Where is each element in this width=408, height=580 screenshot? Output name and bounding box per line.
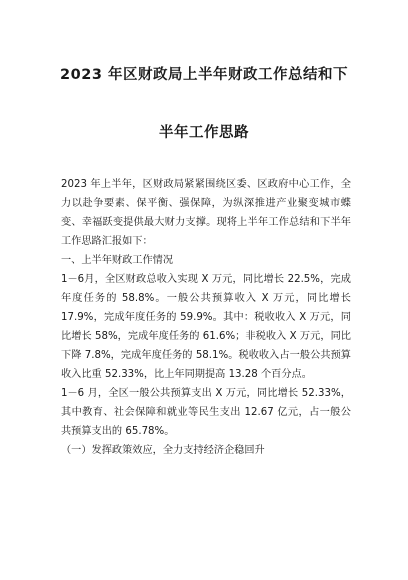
subsection-heading: （一）发挥政策效应，全力支持经济企稳回升 [61,445,265,456]
document-title-line-2: 半年工作思路 [159,125,249,141]
revenue-paragraph: 1－6月，全区财政总收入实现 X 万元，同比增长 22.5%，完成年度任务的 58.8%。一般公共预算收入 X 万元，同比增长 17.9%，完成年度任务的 59.9%。其中：税收收入 X 万元，同比增长 58%，完成年度任务的 61.6%；非税收入 X 万元，同比下降 7.8%，完成年度任务的 58.1%。税收收入占一般公共预算收入比重 52.33%，比上年同期提高 13.28 个百分点。 [61,274,351,380]
intro-paragraph: 2023 年上半年，区财政局紧紧围绕区委、区政府中心工作，全力以赴争要素、保平衡、强保障，为纵深推进产业聚变城市蝶变、幸福跃变提供最大财力支撑。现将上半年工作总结和下半年工作思路汇报如下： [61,179,351,247]
document-body [61,175,351,460]
document-title-line-1: 2023 年区财政局上半年财政工作总结和下 [60,67,348,83]
expenditure-paragraph: 1－6 月，全区一般公共预算支出 X 万元，同比增长 52.33%，其中教育、社会保障和就业等民生支出 12.67 亿元，占一般公共预算支出的 65.78%。 [61,388,351,437]
section-heading: 一、上半年财政工作情况 [61,255,174,266]
